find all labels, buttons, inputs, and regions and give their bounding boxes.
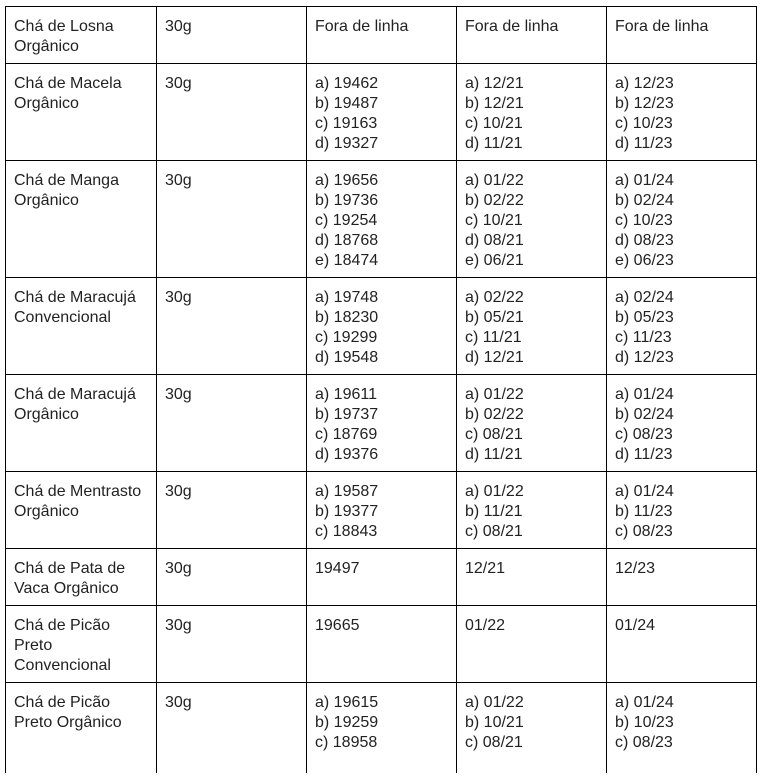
manufacture-date-cell: 01/22 [457,606,607,683]
expiry-date-cell: a) 01/24 b) 02/24 c) 10/23 d) 08/23 e) 06/23 [607,161,757,278]
expiry-date-cell: a) 01/24 b) 02/24 c) 08/23 d) 11/23 [607,375,757,472]
size-cell: 30g [157,64,307,161]
table-row [6,606,757,683]
manufacture-date-cell: a) 02/22 b) 05/21 c) 11/21 d) 12/21 [457,278,607,375]
expiry-date-cell: 12/23 [607,549,757,606]
lot-cell: a) 19611 b) 19737 c) 18769 d) 19376 [307,375,457,472]
product-name-cell: Chá de Pata de Vaca Orgânico [6,549,157,606]
lot-cell: a) 19587 b) 19377 c) 18843 [307,472,457,549]
lot-cell: a) 19748 b) 18230 c) 19299 d) 19548 [307,278,457,375]
product-name-cell: Chá de Losna Orgânico [6,7,157,64]
expiry-date-cell: a) 01/24 b) 11/23 c) 08/23 [607,472,757,549]
size-cell: 30g [157,375,307,472]
product-name-cell: Chá de Maracujá Convencional [6,278,157,375]
size-cell: 30g [157,549,307,606]
product-name-cell: Chá de Picão Preto Orgânico [6,683,157,774]
expiry-date-cell: Fora de linha [607,7,757,64]
manufacture-date-cell: Fora de linha [457,7,607,64]
product-name-cell: Chá de Mentrasto Orgânico [6,472,157,549]
table-row [6,161,757,278]
size-cell: 30g [157,683,307,774]
expiry-date-cell: 01/24 [607,606,757,683]
manufacture-date-cell: a) 12/21 b) 12/21 c) 10/21 d) 11/21 [457,64,607,161]
expiry-date-cell: a) 01/24 b) 10/23 c) 08/23 [607,683,757,774]
manufacture-date-cell: a) 01/22 b) 02/22 c) 08/21 d) 11/21 [457,375,607,472]
product-lot-table [5,6,757,773]
lot-cell: a) 19656 b) 19736 c) 19254 d) 18768 e) 18474 [307,161,457,278]
manufacture-date-cell: 12/21 [457,549,607,606]
size-cell: 30g [157,7,307,64]
size-cell: 30g [157,472,307,549]
manufacture-date-cell: a) 01/22 b) 10/21 c) 08/21 [457,683,607,774]
lot-cell: 19665 [307,606,457,683]
lot-cell: 19497 [307,549,457,606]
table-row [6,375,757,472]
table-row [6,278,757,375]
manufacture-date-cell: a) 01/22 b) 02/22 c) 10/21 d) 08/21 e) 06/21 [457,161,607,278]
product-name-cell: Chá de Maracujá Orgânico [6,375,157,472]
expiry-date-cell: a) 02/24 b) 05/23 c) 11/23 d) 12/23 [607,278,757,375]
product-name-cell: Chá de Picão Preto Convencional [6,606,157,683]
lot-cell: a) 19462 b) 19487 c) 19163 d) 19327 [307,64,457,161]
size-cell: 30g [157,278,307,375]
lot-cell: Fora de linha [307,7,457,64]
table-row [6,64,757,161]
product-name-cell: Chá de Manga Orgânico [6,161,157,278]
size-cell: 30g [157,161,307,278]
table-row [6,683,757,774]
product-name-cell: Chá de Macela Orgânico [6,64,157,161]
table-row [6,7,757,64]
size-cell: 30g [157,606,307,683]
lot-cell: a) 19615 b) 19259 c) 18958 [307,683,457,774]
table-row [6,472,757,549]
expiry-date-cell: a) 12/23 b) 12/23 c) 10/23 d) 11/23 [607,64,757,161]
table-row [6,549,757,606]
manufacture-date-cell: a) 01/22 b) 11/21 c) 08/21 [457,472,607,549]
